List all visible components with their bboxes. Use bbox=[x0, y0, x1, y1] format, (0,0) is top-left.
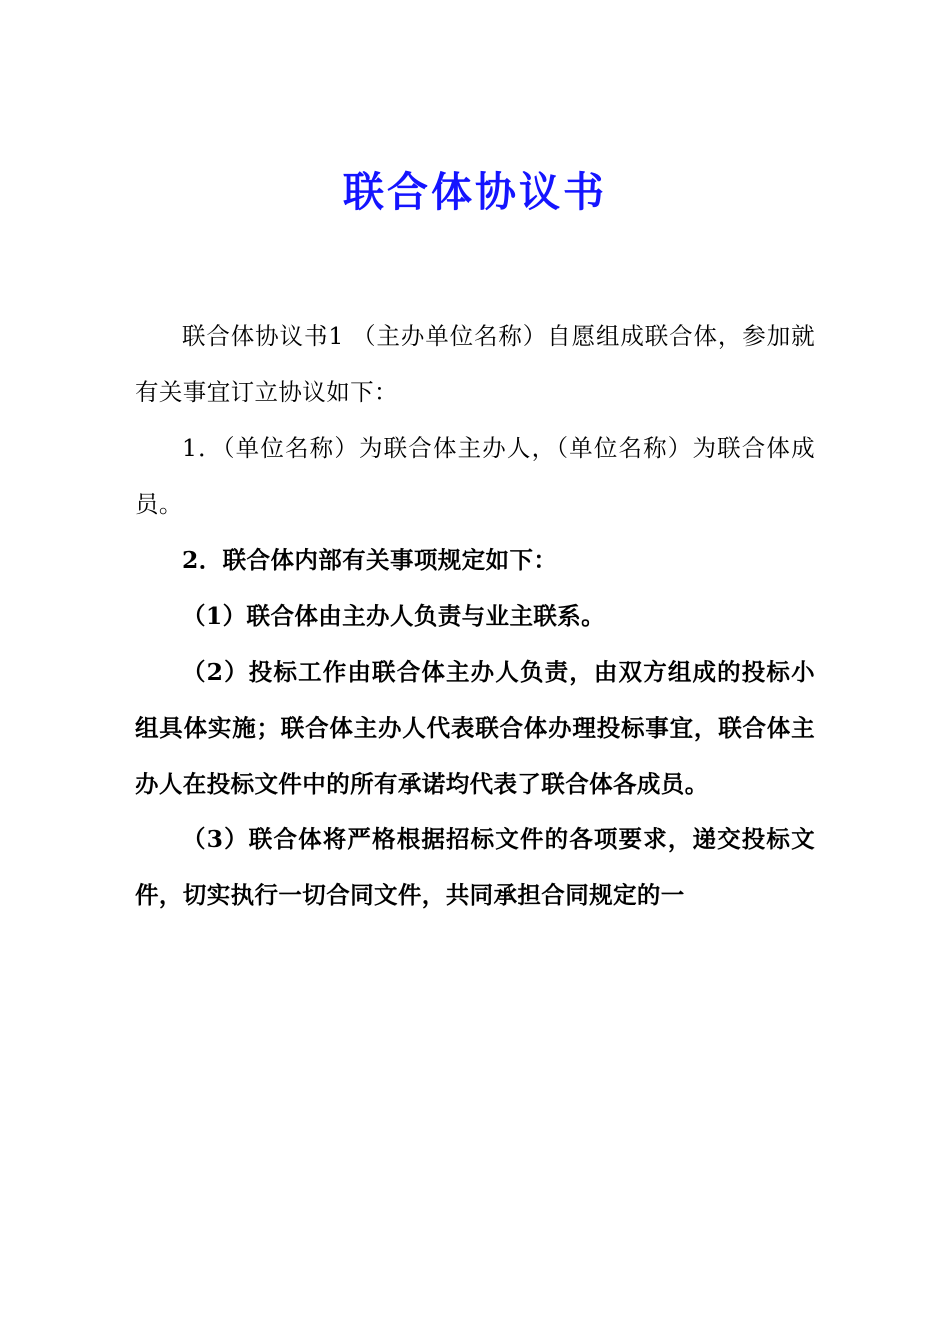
document-body bbox=[135, 309, 815, 924]
paragraph-2: 1．（单位名称）为联合体主办人，（单位名称）为联合体成员。 bbox=[135, 434, 815, 518]
paragraph-1: 联合体协议书1 （主办单位名称）自愿组成联合体，参加就有关事宜订立协议如下： bbox=[135, 322, 815, 407]
paragraph-5: （2）投标工作由联合体主办人负责，由双方组成的投标小组具体实施；联合体主办人代表联合体办理投标事宜，联合体主办人在投标文件中的所有承诺均代表了联合体各成员。 bbox=[135, 657, 815, 798]
paragraph-6: （3）联合体将严格根据招标文件的各项要求，递交投标文件，切实执行一切合同文件，共同承担合同规定的一 bbox=[135, 825, 815, 910]
page-title: 联合体协议书 bbox=[343, 168, 607, 216]
paragraph-4: （1）联合体由主办人负责与业主联系。 bbox=[182, 601, 606, 630]
paragraph-3: 2．联合体内部有关事项规定如下： bbox=[182, 545, 558, 574]
